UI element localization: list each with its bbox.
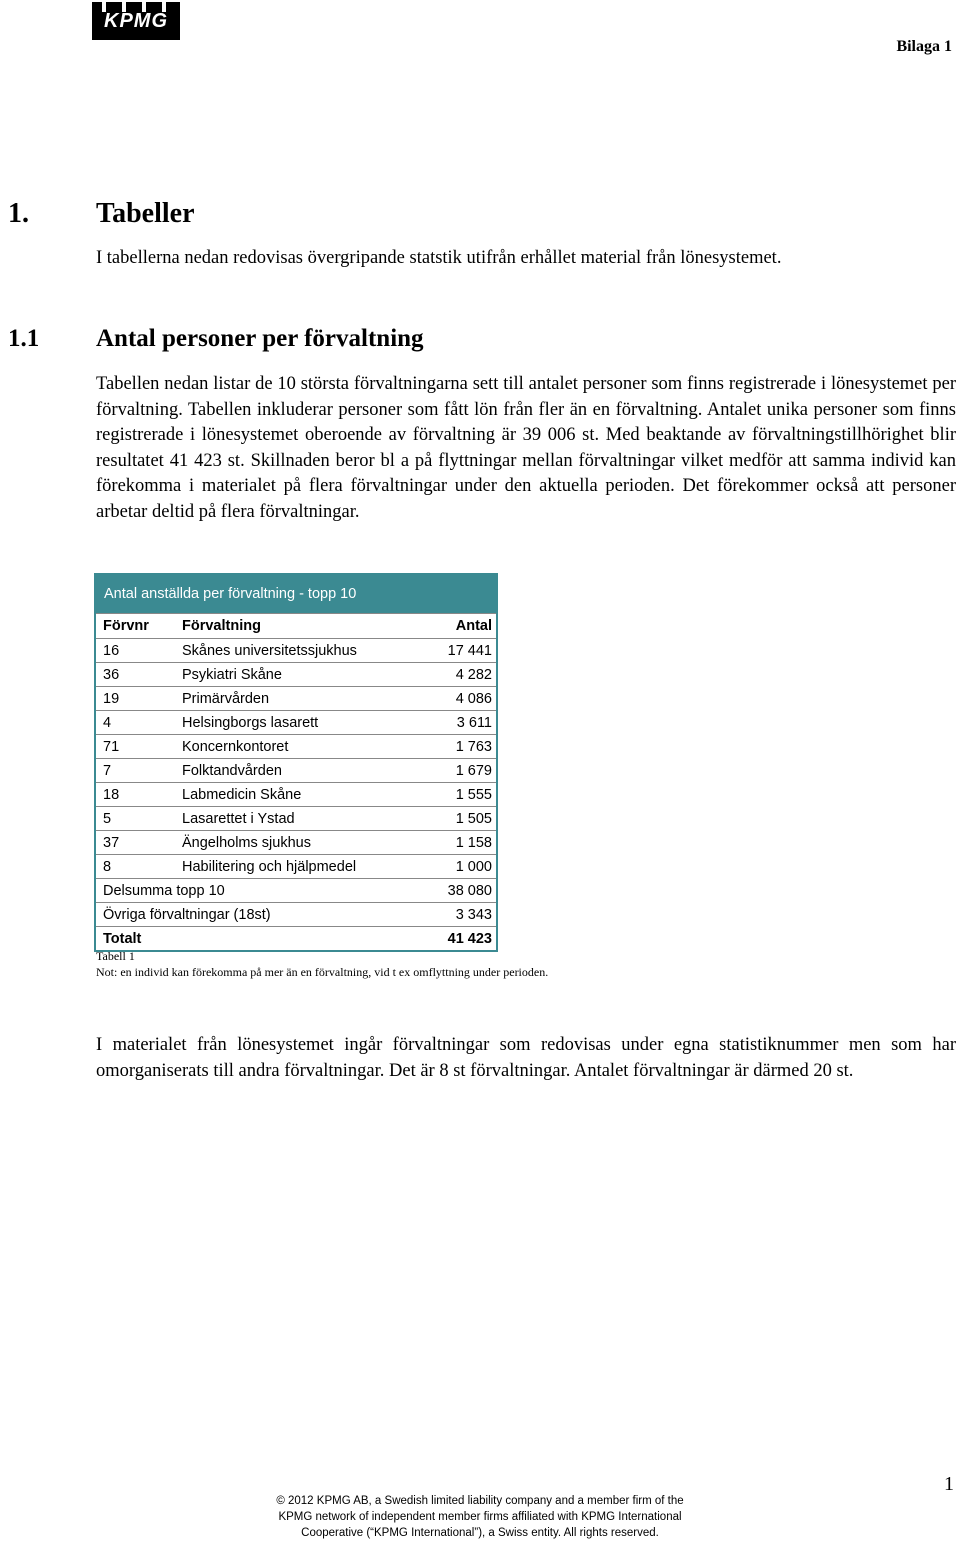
cell-name: Folktandvården: [175, 759, 405, 783]
cell-count: 1 679: [405, 759, 496, 783]
total-value: 41 423: [405, 927, 496, 951]
cell-count: 17 441: [405, 639, 496, 663]
cell-name: Helsingborgs lasarett: [175, 711, 405, 735]
table-row: [96, 855, 496, 879]
cell-number: 37: [96, 831, 175, 855]
table-row: [96, 687, 496, 711]
subsection-number: 1.1: [8, 325, 40, 352]
paragraph-1: [96, 372, 956, 525]
subtotal-value: 38 080: [405, 879, 496, 903]
cell-number: 16: [96, 639, 175, 663]
cell-name: Labmedicin Skåne: [175, 783, 405, 807]
cell-count: 1 555: [405, 783, 496, 807]
footer: [250, 1493, 710, 1541]
cell-name: Skånes universitetssjukhus: [175, 639, 405, 663]
footer-line: KPMG network of independent member firms affiliated with KPMG International: [278, 1511, 682, 1523]
cell-name: Lasarettet i Ystad: [175, 807, 405, 831]
column-header: Antal: [405, 614, 496, 639]
header-label: Bilaga 1: [896, 38, 952, 55]
section-heading: [8, 198, 908, 234]
column-header: Förvaltning: [175, 614, 405, 639]
table-row: [96, 783, 496, 807]
table-body: [96, 613, 496, 950]
cell-number: 19: [96, 687, 175, 711]
cell-number: 5: [96, 807, 175, 831]
cell-name: Habilitering och hjälpmedel: [175, 855, 405, 879]
table-caption: Tabell 1: [96, 949, 135, 963]
total-label: Totalt: [96, 927, 405, 951]
paragraph-2-text: I materialet från lönesystemet ingår förvaltningar som redovisas under egna statistiknummer men som har omorganiserats till andra förvaltningar. Det är 8 st förvaltningar. Antalet förvaltningar är därmed 20 st.: [96, 1035, 956, 1081]
other-value: 3 343: [405, 903, 496, 927]
table-title: Antal anställda per förvaltning - topp 10: [96, 575, 496, 613]
staff-table: [94, 573, 498, 952]
subsection-title: Antal personer per förvaltning: [96, 325, 424, 352]
logo-text: KPMG: [104, 10, 168, 32]
cell-number: 8: [96, 855, 175, 879]
cell-count: 1 158: [405, 831, 496, 855]
cell-count: 1 000: [405, 855, 496, 879]
cell-number: 71: [96, 735, 175, 759]
total-row: [96, 927, 496, 951]
table-note: Not: en individ kan förekomma på mer än en förvaltning, vid t ex omflyttning under perioden.: [96, 965, 549, 979]
subsection-heading: [8, 325, 908, 361]
cell-count: 3 611: [405, 711, 496, 735]
table-row: [96, 735, 496, 759]
table-row: [96, 807, 496, 831]
footer-line: © 2012 KPMG AB, a Swedish limited liability company and a member firm of the: [276, 1495, 684, 1507]
table-row: [96, 831, 496, 855]
cell-number: 7: [96, 759, 175, 783]
cell-count: 4 086: [405, 687, 496, 711]
cell-name: Psykiatri Skåne: [175, 663, 405, 687]
page-number: 1: [944, 1473, 954, 1495]
column-header: Förvnr: [96, 614, 175, 639]
table-row: [96, 663, 496, 687]
cell-count: 1 763: [405, 735, 496, 759]
table-header-row: [96, 614, 496, 639]
cell-name: Primärvården: [175, 687, 405, 711]
paragraph-2: [96, 1033, 956, 1084]
section-title: Tabeller: [96, 198, 195, 229]
intro-text: I tabellerna nedan redovisas övergripande statstik utifrån erhållet material från lönesystemet.: [96, 248, 782, 268]
section-number: 1.: [8, 198, 29, 229]
other-row: [96, 903, 496, 927]
table-row: [96, 759, 496, 783]
cell-count: 1 505: [405, 807, 496, 831]
table-row: [96, 639, 496, 663]
subtotal-label: Delsumma topp 10: [96, 879, 405, 903]
cell-number: 4: [96, 711, 175, 735]
cell-name: Ängelholms sjukhus: [175, 831, 405, 855]
footer-line: Cooperative (“KPMG International”), a Swiss entity. All rights reserved.: [301, 1527, 659, 1539]
cell-number: 36: [96, 663, 175, 687]
kpmg-logo: [92, 2, 180, 40]
cell-name: Koncernkontoret: [175, 735, 405, 759]
cell-number: 18: [96, 783, 175, 807]
other-label: Övriga förvaltningar (18st): [96, 903, 405, 927]
table-row: [96, 711, 496, 735]
paragraph-1-text: Tabellen nedan listar de 10 största förvaltningarna sett till antalet personer som finns registrerade i lönesystemet per förvaltning. Tabellen inkluderar personer som fått lön från fler än en förvaltning. Antalet unika personer som finns registrerade i lönesystemet oberoende av förvaltning är 39 006 st. Med beaktande av förvaltningstillhörighet blir resultatet 41 423 st. Skillnaden beror bl a på flyttningar mellan förvaltningar vilket medför att samma individ kan förekomma i materialet på flera förvaltningar under den aktuella perioden. Det förekommer också att personer arbetar deltid på flera förvaltningar.: [96, 374, 956, 522]
cell-count: 4 282: [405, 663, 496, 687]
subtotal-row: [96, 879, 496, 903]
